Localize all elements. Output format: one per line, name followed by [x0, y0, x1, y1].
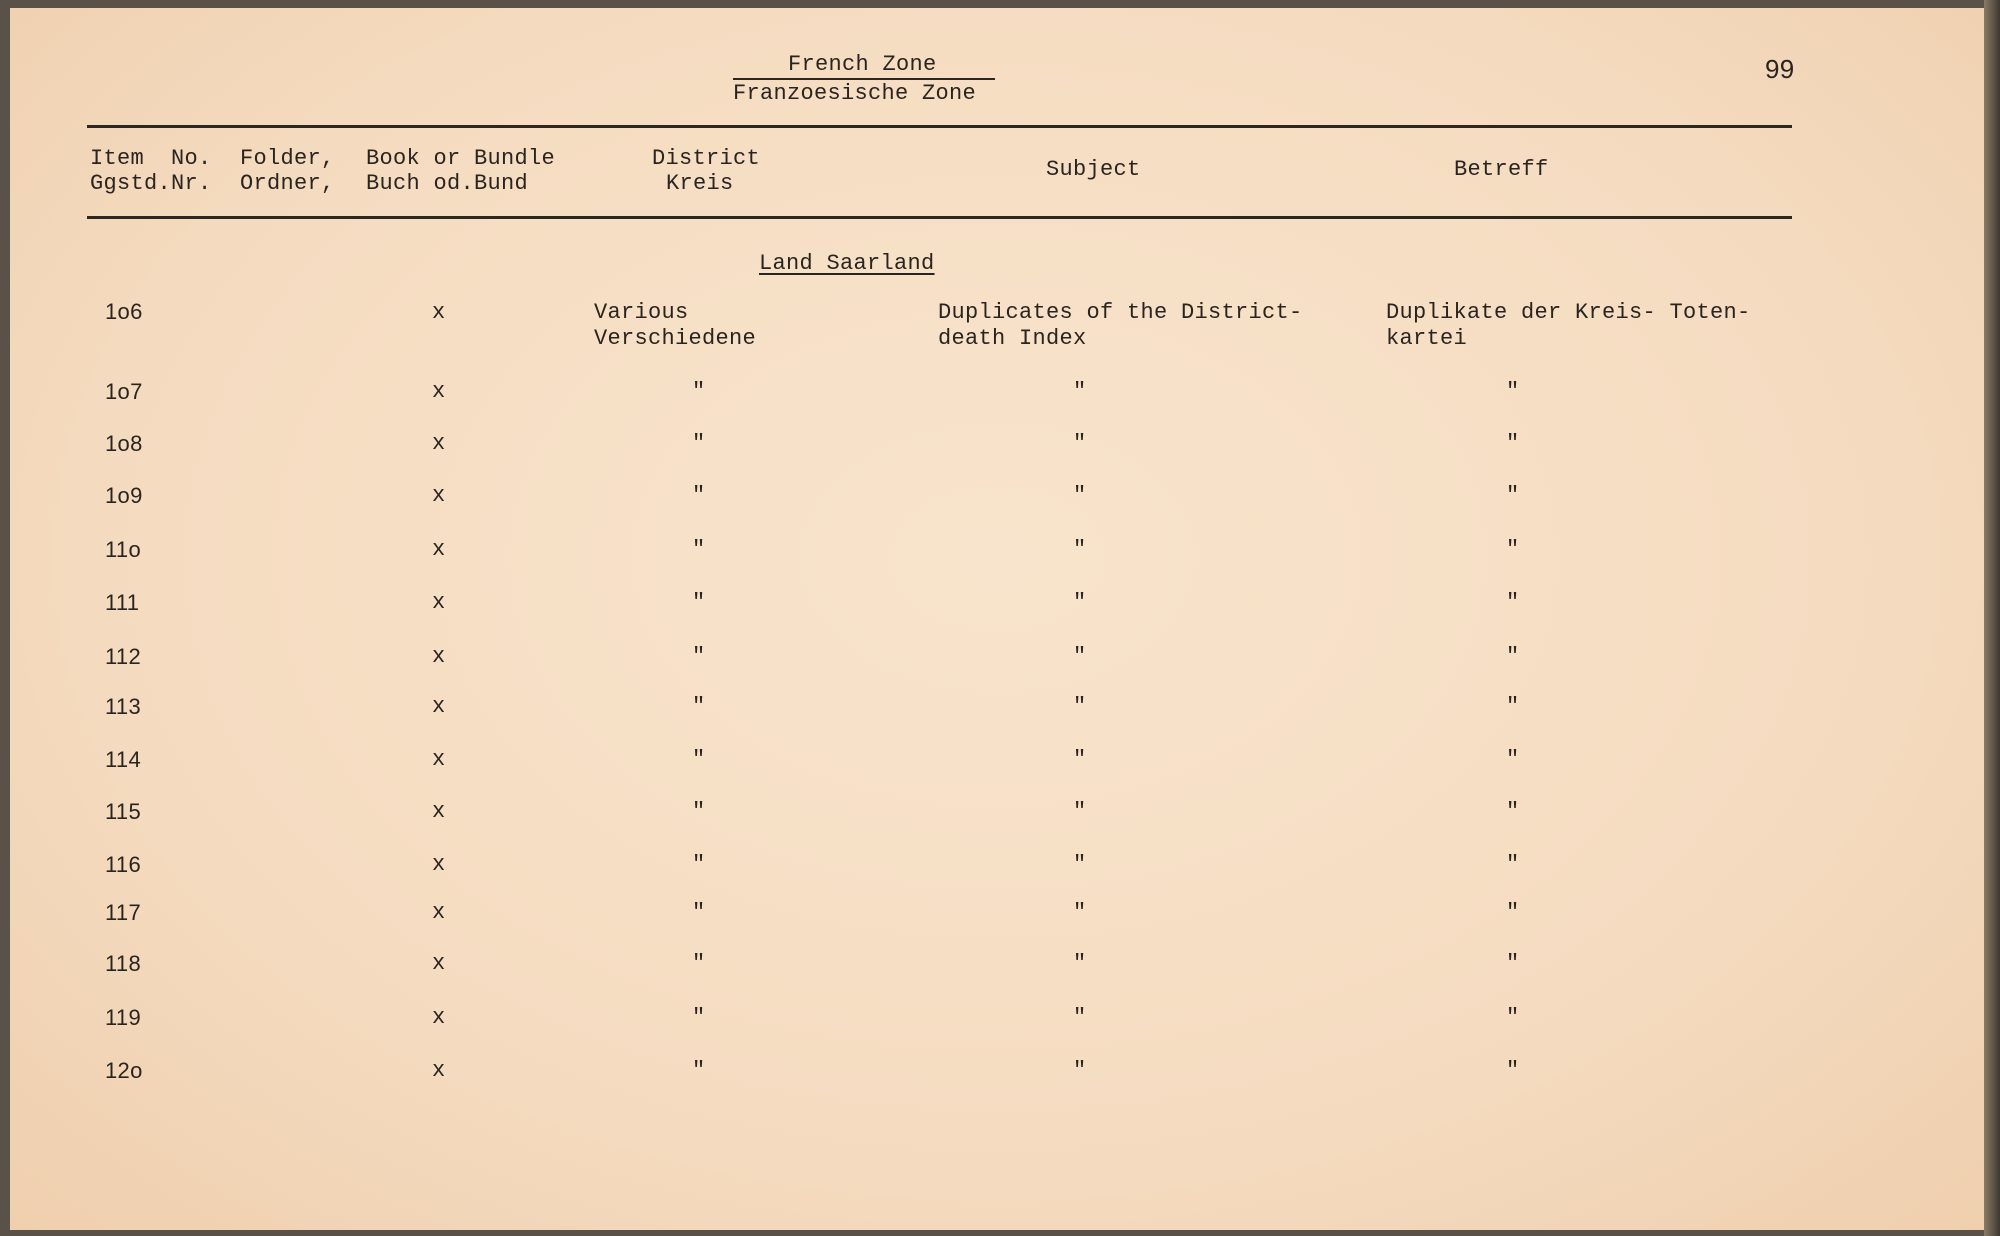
- district-cell: ": [692, 694, 706, 719]
- betreff-cell: ": [1506, 644, 1520, 669]
- betreff-cell: ": [1506, 537, 1520, 562]
- book-mark: x: [432, 900, 446, 925]
- header-folder: Folder,: [240, 146, 335, 171]
- betreff-cell: ": [1506, 900, 1520, 925]
- district-cell: ": [692, 1058, 706, 1083]
- item-number: 119: [105, 1005, 141, 1030]
- subject-cell: ": [1073, 644, 1087, 669]
- district-cell: ": [692, 747, 706, 772]
- item-number: 117: [105, 900, 141, 925]
- book-mark: x: [432, 590, 446, 615]
- district-cell: ": [692, 483, 706, 508]
- item-number: 11o: [105, 537, 141, 562]
- item-number: 115: [105, 799, 141, 824]
- district-cell: ": [692, 590, 706, 615]
- book-mark: x: [432, 747, 446, 772]
- subject-cell: ": [1073, 799, 1087, 824]
- subject-cell: ": [1073, 900, 1087, 925]
- betreff-cell: ": [1506, 590, 1520, 615]
- subject-cell: ": [1073, 747, 1087, 772]
- subject-cell: ": [1073, 694, 1087, 719]
- subject-cell: ": [1073, 1058, 1087, 1083]
- district-cell: ": [692, 1005, 706, 1030]
- subject-cell: ": [1073, 1005, 1087, 1030]
- betreff-cell: Duplikate der Kreis- Toten- kartei: [1386, 300, 1751, 351]
- book-mark: x: [432, 799, 446, 824]
- betreff-cell: ": [1506, 799, 1520, 824]
- page-number: 99: [1765, 54, 1795, 84]
- item-number: 118: [105, 951, 141, 976]
- item-number: 116: [105, 852, 141, 877]
- item-number: 12o: [105, 1058, 143, 1083]
- header-bottom-rule: [87, 216, 1792, 219]
- district-cell: ": [692, 644, 706, 669]
- district-cell: ": [692, 900, 706, 925]
- subject-cell: ": [1073, 431, 1087, 456]
- district-cell: ": [692, 852, 706, 877]
- header-folder-de: Ordner,: [240, 171, 335, 196]
- header-betreff: Betreff: [1454, 157, 1549, 182]
- book-mark: x: [432, 1058, 446, 1083]
- district-cell: ": [692, 537, 706, 562]
- header-book-de: Buch od.Bund: [366, 171, 529, 196]
- item-number: 112: [105, 644, 141, 669]
- subject-cell: ": [1073, 483, 1087, 508]
- book-mark: x: [432, 483, 446, 508]
- betreff-cell: ": [1506, 694, 1520, 719]
- header-subject: Subject: [1046, 157, 1141, 182]
- item-number: 111: [105, 590, 140, 615]
- title-german: Franzoesische Zone: [733, 81, 977, 106]
- item-number: 1o8: [105, 431, 143, 456]
- district-cell: ": [692, 379, 706, 404]
- header-item: Item No.: [90, 146, 212, 171]
- item-number: 114: [105, 747, 141, 772]
- item-number: 1o9: [105, 483, 143, 508]
- subject-cell: Duplicates of the District- death Index: [938, 300, 1303, 351]
- betreff-cell: ": [1506, 483, 1520, 508]
- section-heading: Land Saarland: [759, 251, 935, 276]
- header-district: District: [652, 146, 761, 171]
- book-mark: x: [432, 852, 446, 877]
- book-mark: x: [432, 537, 446, 562]
- header-top-rule: [87, 125, 1792, 128]
- item-number: 1o7: [105, 379, 143, 404]
- header-book: Book or Bundle: [366, 146, 556, 171]
- item-number: 1o6: [105, 299, 143, 324]
- title-underline: [733, 78, 995, 80]
- subject-cell: ": [1073, 537, 1087, 562]
- betreff-cell: ": [1506, 1058, 1520, 1083]
- subject-cell: ": [1073, 590, 1087, 615]
- book-mark: x: [432, 379, 446, 404]
- district-cell: Various Verschiedene: [594, 300, 757, 351]
- betreff-cell: ": [1506, 431, 1520, 456]
- title-english: French Zone: [788, 52, 937, 77]
- betreff-cell: ": [1506, 747, 1520, 772]
- district-cell: ": [692, 431, 706, 456]
- subject-cell: ": [1073, 852, 1087, 877]
- book-mark: x: [432, 300, 446, 325]
- header-district-de: Kreis: [666, 171, 734, 196]
- book-mark: x: [432, 951, 446, 976]
- subject-cell: ": [1073, 951, 1087, 976]
- book-mark: x: [432, 431, 446, 456]
- item-number: 113: [105, 694, 141, 719]
- district-cell: ": [692, 799, 706, 824]
- header-item-de: Ggstd.Nr.: [90, 171, 212, 196]
- betreff-cell: ": [1506, 852, 1520, 877]
- book-spine: [1984, 0, 2000, 1236]
- book-mark: x: [432, 694, 446, 719]
- betreff-cell: ": [1506, 951, 1520, 976]
- book-mark: x: [432, 1005, 446, 1030]
- district-cell: ": [692, 951, 706, 976]
- betreff-cell: ": [1506, 1005, 1520, 1030]
- betreff-cell: ": [1506, 379, 1520, 404]
- subject-cell: ": [1073, 379, 1087, 404]
- book-mark: x: [432, 644, 446, 669]
